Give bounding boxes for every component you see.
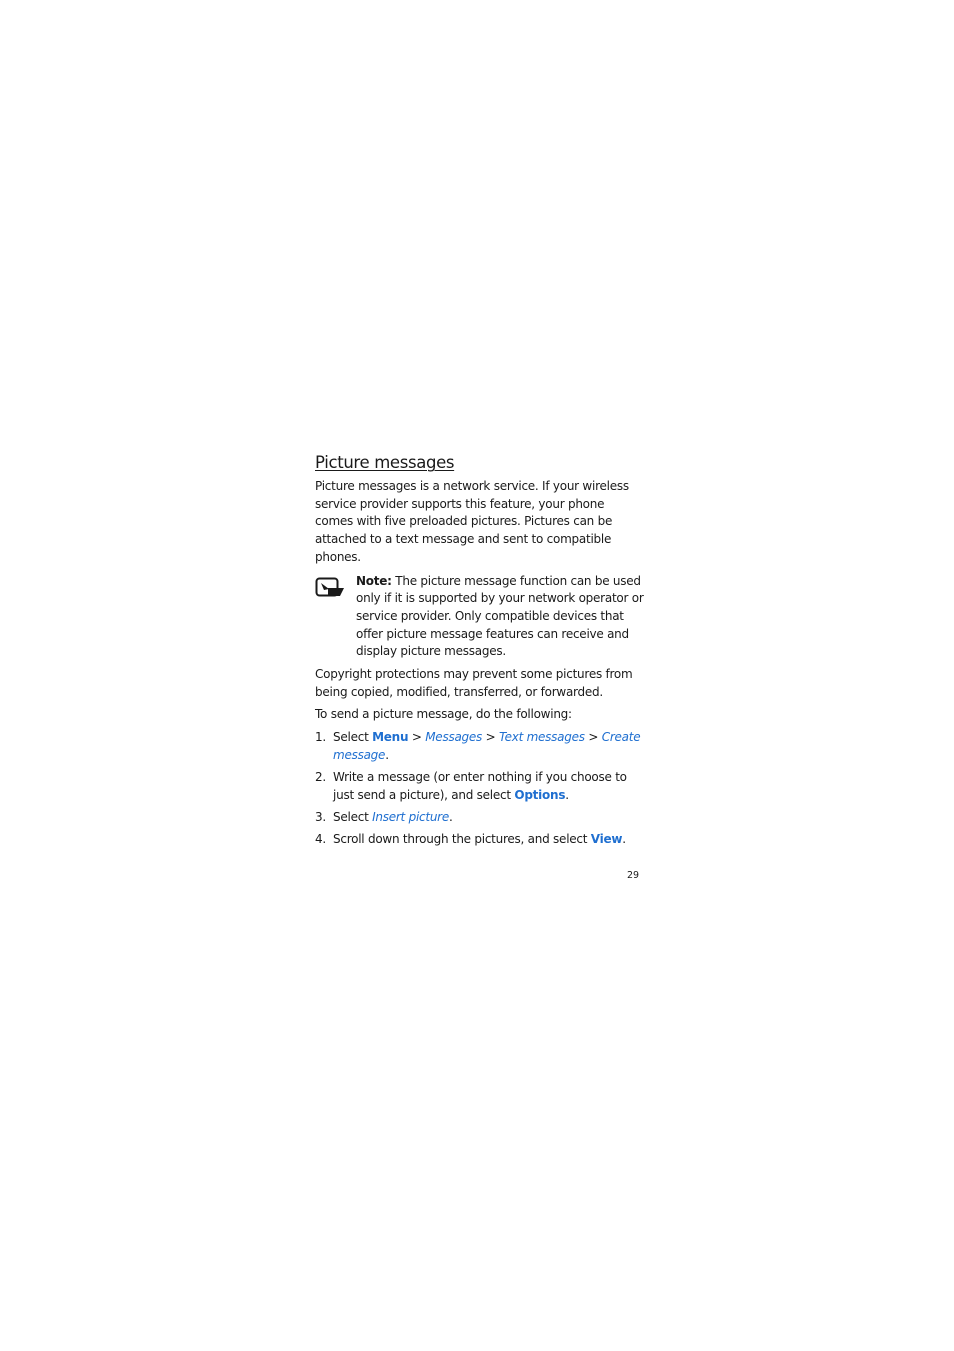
step-text: Scroll down through the pictures, and select — [333, 832, 591, 847]
note-text: The picture message function can be used only if it is supported by your network operator or service provider. Only compatible devices that offer picture message features can receive and display picture messages. — [356, 573, 644, 659]
step-text: Write a message (or enter nothing if you choose to just send a picture), and select — [333, 770, 627, 802]
intro-paragraph: Picture messages is a network service. If your wireless service provider supports this feature, your phone comes with five preloaded pictures. Pictures can be attached to a text message and sent to compatible phones. — [315, 479, 629, 564]
messages-keyword: Messages — [425, 730, 483, 745]
note-label: Note: — [356, 573, 392, 588]
steps-list — [315, 729, 645, 849]
step-text: Select — [333, 809, 373, 824]
separator: > — [482, 730, 499, 745]
page-number: 29 — [627, 870, 640, 881]
view-keyword: View — [590, 832, 623, 847]
section-title: Picture messages — [315, 453, 455, 472]
options-keyword: Options — [514, 787, 566, 802]
step-number: 1. — [315, 730, 326, 745]
step-text: Select — [333, 730, 373, 745]
separator: > — [408, 730, 426, 745]
step-number: 3. — [315, 809, 326, 824]
page-content — [315, 452, 645, 853]
note-paragraph — [356, 573, 645, 662]
note-block — [315, 573, 645, 662]
step-end: . — [622, 832, 626, 847]
note-icon — [315, 577, 345, 599]
step-3 — [315, 809, 645, 827]
insert-picture-keyword: Insert picture — [372, 809, 450, 824]
step-1 — [315, 729, 645, 764]
separator: > — [584, 730, 602, 745]
step-4 — [315, 831, 645, 849]
copyright-paragraph: Copyright protections may prevent some pictures from being copied, modified, transferred, or forwarded. — [315, 667, 633, 699]
send-intro-paragraph: To send a picture message, do the following: — [315, 707, 572, 722]
menu-keyword: Menu — [372, 730, 409, 745]
step-2 — [315, 769, 645, 804]
step-end: . — [449, 809, 453, 824]
step-number: 2. — [315, 770, 326, 785]
step-end: . — [565, 787, 569, 802]
step-end: . — [385, 747, 389, 762]
create-message-keyword: Create message — [333, 730, 641, 762]
text-messages-keyword: Text messages — [499, 730, 585, 745]
step-number: 4. — [315, 832, 326, 847]
